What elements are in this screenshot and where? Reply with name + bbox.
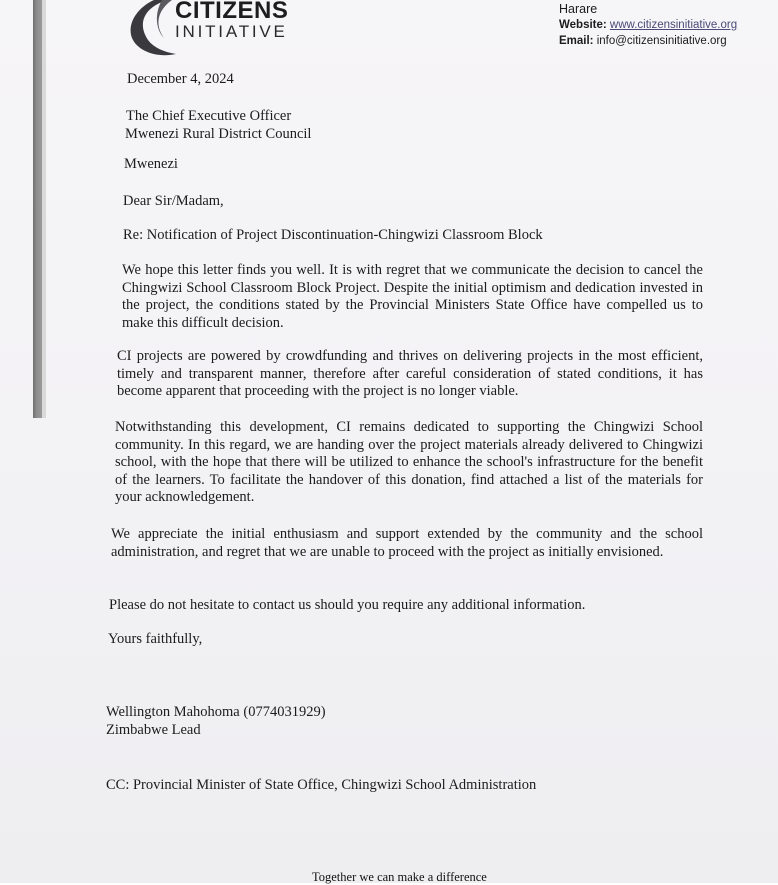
recipient-line2: Mwenezi Rural District Council xyxy=(125,126,312,142)
recipient-place: Mwenezi xyxy=(124,156,178,172)
org-name-word1: CITIZENS xyxy=(175,0,289,24)
website-link[interactable]: www.citizensinitiative.org xyxy=(609,19,738,31)
body-paragraph-4: We appreciate the initial enthusiasm and support extended by the community and the school administration, and regret that we are unable to proceed with the project as initially envisioned. xyxy=(111,526,703,560)
body-paragraph-2: CI projects are powered by crowdfunding and thrives on delivering projects in the most efficient, timely and transparent manner, therefore after careful consideration of stated conditions, it has become apparent that proceeding with the project is no longer viable. xyxy=(117,348,703,399)
logo-swoosh-icon xyxy=(128,0,178,58)
contact-block xyxy=(559,1,737,49)
website-row xyxy=(559,17,737,33)
email-row xyxy=(559,33,737,49)
footer-tagline: Together we can make a difference xyxy=(312,870,487,884)
email-value: info@citizensinitiative.org xyxy=(596,35,727,47)
body-paragraph-1: We hope this letter finds you well. It is with regret that we communicate the decision to cancel the Chingwizi School Classroom Block Project. Despite the initial optimism and dedication invested in the project, the conditions stated by the Provincial Ministers State Office have compelled us to make this difficult decision. xyxy=(122,262,703,331)
salutation: Dear Sir/Madam, xyxy=(123,193,224,209)
body-paragraph-3: Notwithstanding this development, CI remains dedicated to supporting the Chingwizi School community. In this regard, we are handing over the project materials already delivered to Chingwizi school, with the hope that there will be utilized to enhance the school's infrastructure for the benefit of the learners. To facilitate the handover of this donation, find attached a list of the materials for your acknowledgement. xyxy=(115,419,703,505)
scan-edge-highlight xyxy=(42,0,46,418)
signatory-title: Zimbabwe Lead xyxy=(106,722,201,738)
contact-city: Harare xyxy=(559,2,598,16)
org-name-word2: INITIATIVE xyxy=(175,22,288,41)
website-label: Website: xyxy=(559,19,607,31)
letter-date: December 4, 2024 xyxy=(127,71,234,87)
scan-edge-shadow xyxy=(33,0,42,418)
body-paragraph-5: Please do not hesitate to contact us should you require any additional information. xyxy=(109,597,586,613)
subject-line: Re: Notification of Project Discontinuation-Chingwizi Classroom Block xyxy=(123,227,543,243)
cc-line: CC: Provincial Minister of State Office, Chingwizi School Administration xyxy=(106,777,537,793)
email-label: Email: xyxy=(559,35,594,47)
closing: Yours faithfully, xyxy=(108,631,203,647)
signatory-name: Wellington Mahohoma (0774031929) xyxy=(106,704,326,720)
recipient-line1: The Chief Executive Officer xyxy=(126,108,292,124)
